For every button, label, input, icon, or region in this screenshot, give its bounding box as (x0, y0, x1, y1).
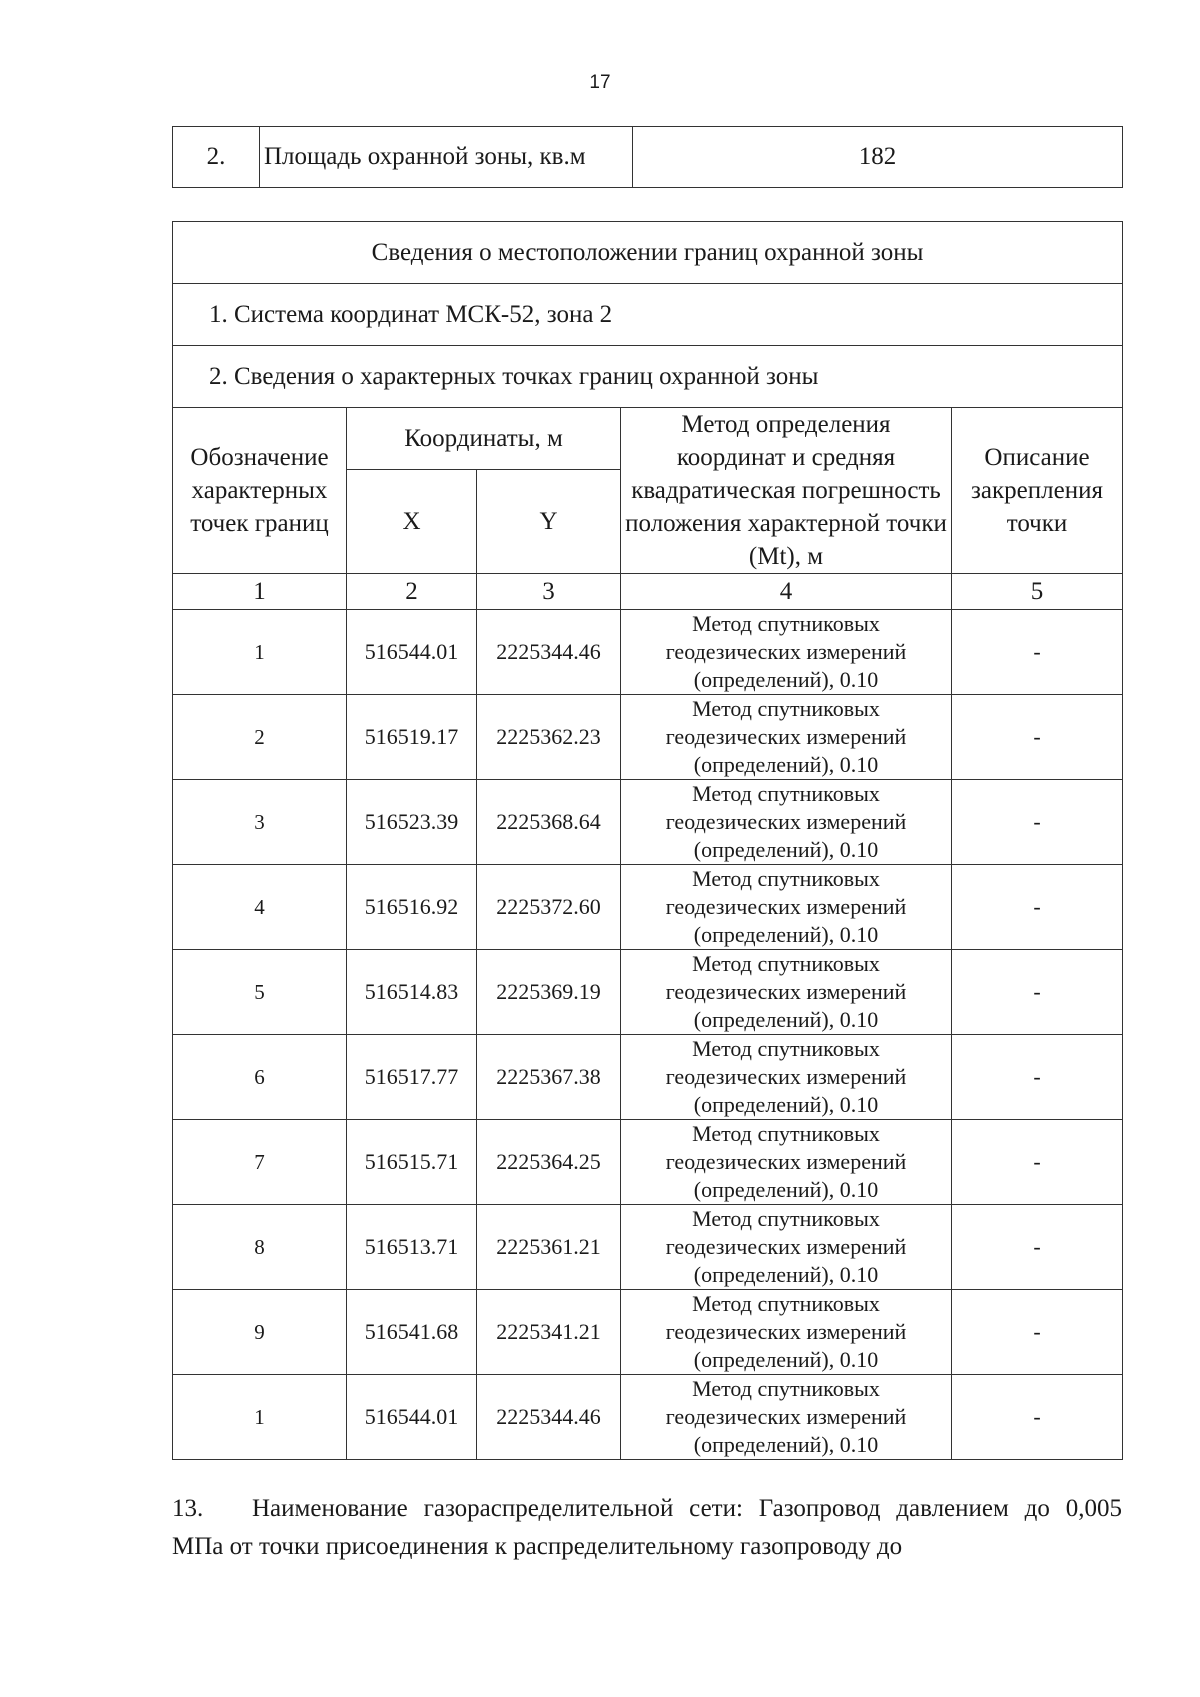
area-value: 182 (633, 127, 1123, 188)
header-designation: Обозначение характерных точек границ (173, 408, 347, 574)
header-description: Описание закрепления точки (952, 408, 1123, 574)
coord-y: 2225344.46 (477, 1375, 621, 1460)
header-x: X (347, 470, 477, 574)
method-cell: Метод спутниковых геодезических измерений (определений), 0.10 (621, 950, 952, 1035)
paragraph-13 (172, 1490, 1122, 1566)
paragraph-text: Наименование газораспределительной сети: Газопровод давлением до 0,005 МПа от точки присоединения к распределительному газопроводу до (172, 1495, 1122, 1560)
point-id: 3 (173, 780, 347, 865)
point-id: 9 (173, 1290, 347, 1375)
method-cell: Метод спутниковых геодезических измерений (определений), 0.10 (621, 1035, 952, 1120)
table-title: Сведения о местоположении границ охранной зоны (173, 222, 1123, 284)
table-row (173, 1290, 1123, 1375)
description-cell: - (952, 1375, 1123, 1460)
header-method: Метод определения координат и средняя квадратическая погрешность положения характерной точки (Mt), м (621, 408, 952, 574)
paragraph-number: 13. (172, 1495, 204, 1522)
description-cell: - (952, 1120, 1123, 1205)
method-cell: Метод спутниковых геодезических измерений (определений), 0.10 (621, 1375, 952, 1460)
coord-y: 2225369.19 (477, 950, 621, 1035)
table-row (173, 1120, 1123, 1205)
method-cell: Метод спутниковых геодезических измерений (определений), 0.10 (621, 780, 952, 865)
description-cell: - (952, 1035, 1123, 1120)
column-number: 3 (477, 574, 621, 610)
coord-x: 516544.01 (347, 1375, 477, 1460)
area-row (173, 127, 1123, 188)
column-number: 4 (621, 574, 952, 610)
area-table (172, 126, 1123, 188)
column-number: 5 (952, 574, 1123, 610)
coord-x: 516523.39 (347, 780, 477, 865)
coord-x: 516513.71 (347, 1205, 477, 1290)
header-coordinates: Координаты, м (347, 408, 621, 470)
coord-y: 2225372.60 (477, 865, 621, 950)
coord-y: 2225368.64 (477, 780, 621, 865)
point-id: 1 (173, 1375, 347, 1460)
table-row (173, 1035, 1123, 1120)
point-id: 1 (173, 610, 347, 695)
table-row (173, 610, 1123, 695)
boundary-points-table (172, 221, 1123, 1460)
table-row (173, 1205, 1123, 1290)
description-cell: - (952, 695, 1123, 780)
area-number: 2. (173, 127, 260, 188)
coord-x: 516517.77 (347, 1035, 477, 1120)
coord-system: 1. Система координат МСК-52, зона 2 (173, 284, 1123, 346)
coord-y: 2225367.38 (477, 1035, 621, 1120)
table-row (173, 865, 1123, 950)
coord-y: 2225341.21 (477, 1290, 621, 1375)
coord-x: 516514.83 (347, 950, 477, 1035)
coord-y: 2225344.46 (477, 610, 621, 695)
page-number: 17 (589, 72, 611, 93)
column-number: 1 (173, 574, 347, 610)
area-label: Площадь охранной зоны, кв.м (260, 127, 633, 188)
method-cell: Метод спутниковых геодезических измерений (определений), 0.10 (621, 1120, 952, 1205)
description-cell: - (952, 865, 1123, 950)
point-id: 7 (173, 1120, 347, 1205)
method-cell: Метод спутниковых геодезических измерений (определений), 0.10 (621, 695, 952, 780)
method-cell: Метод спутниковых геодезических измерений (определений), 0.10 (621, 1205, 952, 1290)
description-cell: - (952, 950, 1123, 1035)
table-row (173, 780, 1123, 865)
header-y: Y (477, 470, 621, 574)
table-row (173, 950, 1123, 1035)
point-id: 5 (173, 950, 347, 1035)
coord-x: 516515.71 (347, 1120, 477, 1205)
coord-x: 516541.68 (347, 1290, 477, 1375)
description-cell: - (952, 780, 1123, 865)
coord-x: 516516.92 (347, 865, 477, 950)
method-cell: Метод спутниковых геодезических измерений (определений), 0.10 (621, 865, 952, 950)
point-id: 2 (173, 695, 347, 780)
table-body (173, 222, 1123, 1460)
coord-x: 516544.01 (347, 610, 477, 695)
point-id: 6 (173, 1035, 347, 1120)
coord-y: 2225362.23 (477, 695, 621, 780)
coord-y: 2225364.25 (477, 1120, 621, 1205)
description-cell: - (952, 1290, 1123, 1375)
method-cell: Метод спутниковых геодезических измерений (определений), 0.10 (621, 610, 952, 695)
column-number: 2 (347, 574, 477, 610)
points-section-title: 2. Сведения о характерных точках границ охранной зоны (173, 346, 1123, 408)
method-cell: Метод спутниковых геодезических измерений (определений), 0.10 (621, 1290, 952, 1375)
description-cell: - (952, 1205, 1123, 1290)
point-id: 4 (173, 865, 347, 950)
column-numbers-row (173, 574, 1123, 610)
coord-x: 516519.17 (347, 695, 477, 780)
point-id: 8 (173, 1205, 347, 1290)
table-row (173, 1375, 1123, 1460)
coord-y: 2225361.21 (477, 1205, 621, 1290)
description-cell: - (952, 610, 1123, 695)
table-row (173, 695, 1123, 780)
